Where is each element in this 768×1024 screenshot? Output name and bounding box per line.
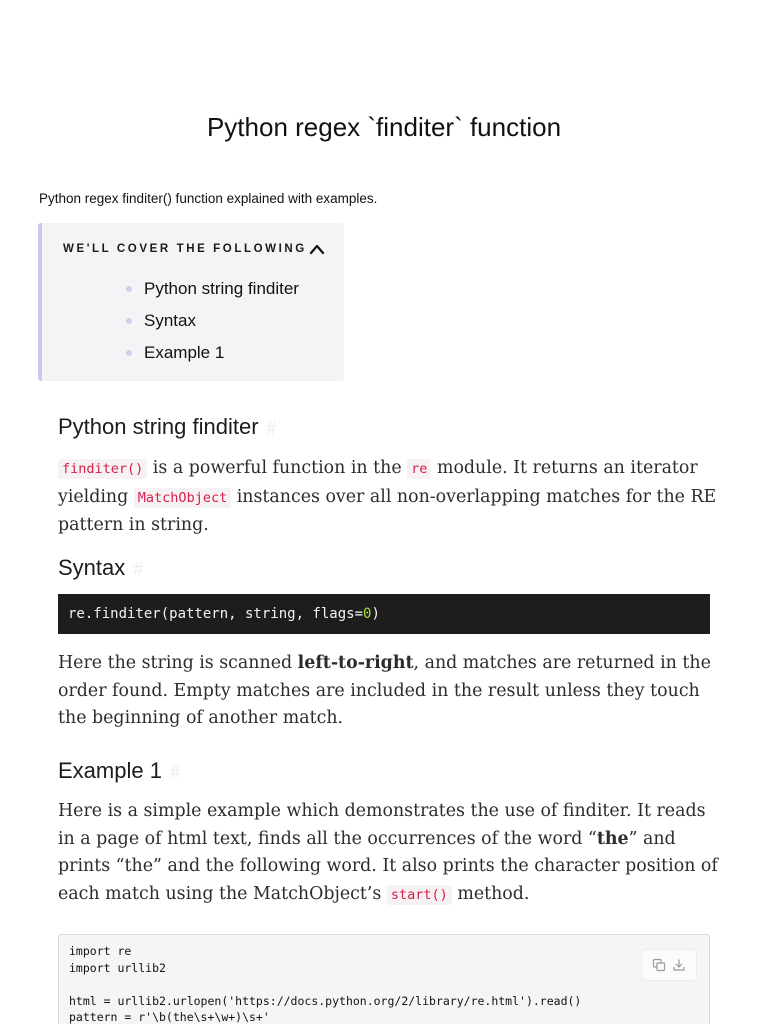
- toc-item-example-1[interactable]: [122, 337, 299, 369]
- example-1-description: [58, 798, 718, 909]
- text-span: method.: [451, 883, 530, 904]
- syntax-code-number: 0: [363, 606, 372, 622]
- text-span: module. It returns an iterator yielding: [58, 458, 698, 507]
- syntax-code-text-end: ): [371, 606, 380, 622]
- section-heading-example-1: [58, 757, 180, 786]
- text-span: instances over all non-overlapping matches for the RE pattern in string.: [58, 486, 717, 536]
- page-title: Python regex `finditer` function: [206, 112, 562, 142]
- syntax-code-block: [58, 594, 710, 634]
- text-span: , and matches are returned in the order found. Empty matches are included in the result unless they touch the beginning of another match.: [58, 653, 711, 729]
- bullet-icon: [126, 286, 132, 292]
- finditer-description: [58, 455, 718, 540]
- section-heading-text: Example 1: [58, 758, 162, 783]
- table-of-contents: [38, 223, 344, 381]
- code-line: import urllib2: [69, 960, 166, 975]
- copy-icon[interactable]: [652, 958, 666, 972]
- inline-code-matchobject: MatchObject: [134, 488, 231, 508]
- toc-item-label: Python string finditer: [144, 279, 299, 298]
- heading-anchor-link[interactable]: #: [169, 762, 180, 782]
- heading-anchor-link[interactable]: #: [133, 559, 144, 579]
- toc-item-syntax[interactable]: [122, 305, 299, 337]
- code-line: import re: [69, 944, 132, 958]
- code-line: [69, 976, 699, 993]
- inline-code-finditer: finditer(): [58, 459, 147, 479]
- code-toolbar: [641, 949, 697, 981]
- text-span: Here the string is scanned: [58, 653, 298, 673]
- toc-list: [122, 273, 299, 369]
- toc-item-label: Example 1: [144, 343, 225, 362]
- section-heading-text: Syntax: [58, 555, 126, 580]
- download-icon[interactable]: [672, 958, 686, 972]
- syntax-code-text: re.finditer(pattern, string, flags=: [68, 606, 364, 622]
- heading-anchor-link[interactable]: #: [266, 418, 277, 438]
- toc-item-label: Syntax: [144, 311, 196, 330]
- text-span: ” and prints “the” and the following word. It also prints the character position of each match using the MatchObject’s: [58, 828, 718, 904]
- toc-heading: WE'LL COVER THE FOLLOWING: [63, 243, 307, 255]
- section-heading-text: Python string finditer: [58, 414, 259, 439]
- section-heading-syntax: [58, 554, 143, 583]
- code-line: pattern = r'\b(the\s+\w+)\s+': [69, 1010, 270, 1024]
- toc-toggle[interactable]: [63, 243, 325, 255]
- bold-text: left-to-right: [297, 653, 414, 673]
- example-1-code-block: [58, 934, 710, 1024]
- chevron-up-icon[interactable]: [309, 243, 325, 255]
- toc-item-python-string-finditer[interactable]: [122, 273, 299, 305]
- inline-code-re: re: [407, 459, 431, 479]
- inline-code-start: start(): [387, 885, 452, 905]
- bullet-icon: [126, 318, 132, 324]
- page-subtitle: Python regex finditer() function explained with examples.: [39, 191, 378, 206]
- bold-text: the: [596, 828, 629, 849]
- text-span: Here is a simple example which demonstrates the use of finditer. It reads in a page of html text, finds all the occurrences of the word “: [58, 801, 706, 849]
- bullet-icon: [126, 350, 132, 356]
- section-heading-python-string-finditer: [58, 413, 277, 442]
- text-span: is a powerful function in the: [147, 458, 408, 478]
- syntax-description: [58, 650, 718, 733]
- code-line: html = urllib2.urlopen('https://docs.python.org/2/library/re.html').read(): [69, 993, 582, 1008]
